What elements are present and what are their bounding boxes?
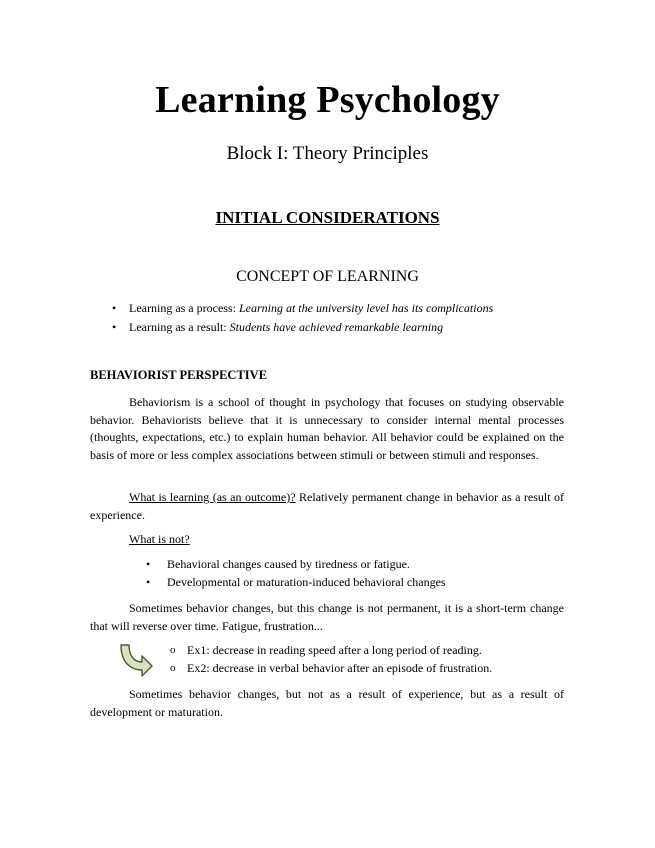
curved-arrow-icon bbox=[117, 642, 155, 678]
concept-heading: CONCEPT OF LEARNING bbox=[236, 268, 419, 285]
concept-list bbox=[112, 299, 493, 337]
list-item bbox=[146, 556, 446, 574]
list-item-example: Students have achieved remarkable learning bbox=[229, 320, 444, 334]
bullet-icon: • bbox=[112, 320, 117, 334]
circle-bullet-icon: o bbox=[170, 662, 176, 674]
list-item bbox=[170, 659, 492, 677]
question-what-is-learning: What is learning (as an outcome)? bbox=[129, 490, 296, 504]
list-item-lead: Learning as a process: bbox=[129, 301, 239, 315]
circle-bullet-icon: o bbox=[170, 644, 176, 656]
section-heading: INITIAL CONSIDERATIONS bbox=[215, 208, 440, 227]
bullet-icon: • bbox=[146, 574, 151, 589]
temporary-change-paragraph: Sometimes behavior changes, but this change is not permanent, it is a short-term change that will reverse over time. Fatigue, frustration... bbox=[90, 601, 564, 633]
bullet-icon: • bbox=[146, 557, 151, 571]
behaviorism-paragraph: Behaviorism is a school of thought in psychology that focuses on studying observable behavior. Behaviorists believe that it is unnecessary to consider internal mental processes (thoughts, expectations, etc.) to explain human behavior. All behavior could be explained on the basis of more or less complex associations between stimuli or between stimuli and responses. bbox=[90, 395, 564, 462]
list-item-text: Developmental or maturation-induced behavioral changes bbox=[167, 574, 446, 589]
document-subtitle: Block I: Theory Principles bbox=[226, 143, 429, 164]
question-what-is-not: What is not? bbox=[129, 532, 190, 546]
document-title: Learning Psychology bbox=[155, 79, 500, 121]
not-learning-list bbox=[146, 556, 446, 591]
list-item bbox=[146, 574, 446, 592]
what-is-not-line bbox=[90, 531, 564, 549]
list-item-lead: Learning as a result: bbox=[129, 320, 230, 334]
answer-what-is-learning: Relatively permanent change in behavior as a result of experience. bbox=[90, 490, 564, 522]
maturation-paragraph: Sometimes behavior changes, but not as a result of experience, but as a result of development or maturation. bbox=[90, 687, 564, 719]
learning-definition bbox=[90, 489, 564, 524]
behaviorist-heading: BEHAVIORIST PERSPECTIVE bbox=[90, 368, 268, 382]
list-item bbox=[112, 299, 493, 318]
list-item-example: Learning at the university level has its complications bbox=[238, 301, 494, 315]
list-item-text: Ex1: decrease in reading speed after a long period of reading. bbox=[187, 643, 482, 657]
examples-list bbox=[170, 641, 492, 677]
bullet-icon: • bbox=[112, 301, 117, 315]
list-item-text: Behavioral changes caused by tiredness or fatigue. bbox=[167, 557, 410, 571]
list-item-text: Ex2: decrease in verbal behavior after an episode of frustration. bbox=[187, 661, 493, 675]
list-item bbox=[170, 641, 492, 659]
list-item bbox=[112, 318, 493, 337]
